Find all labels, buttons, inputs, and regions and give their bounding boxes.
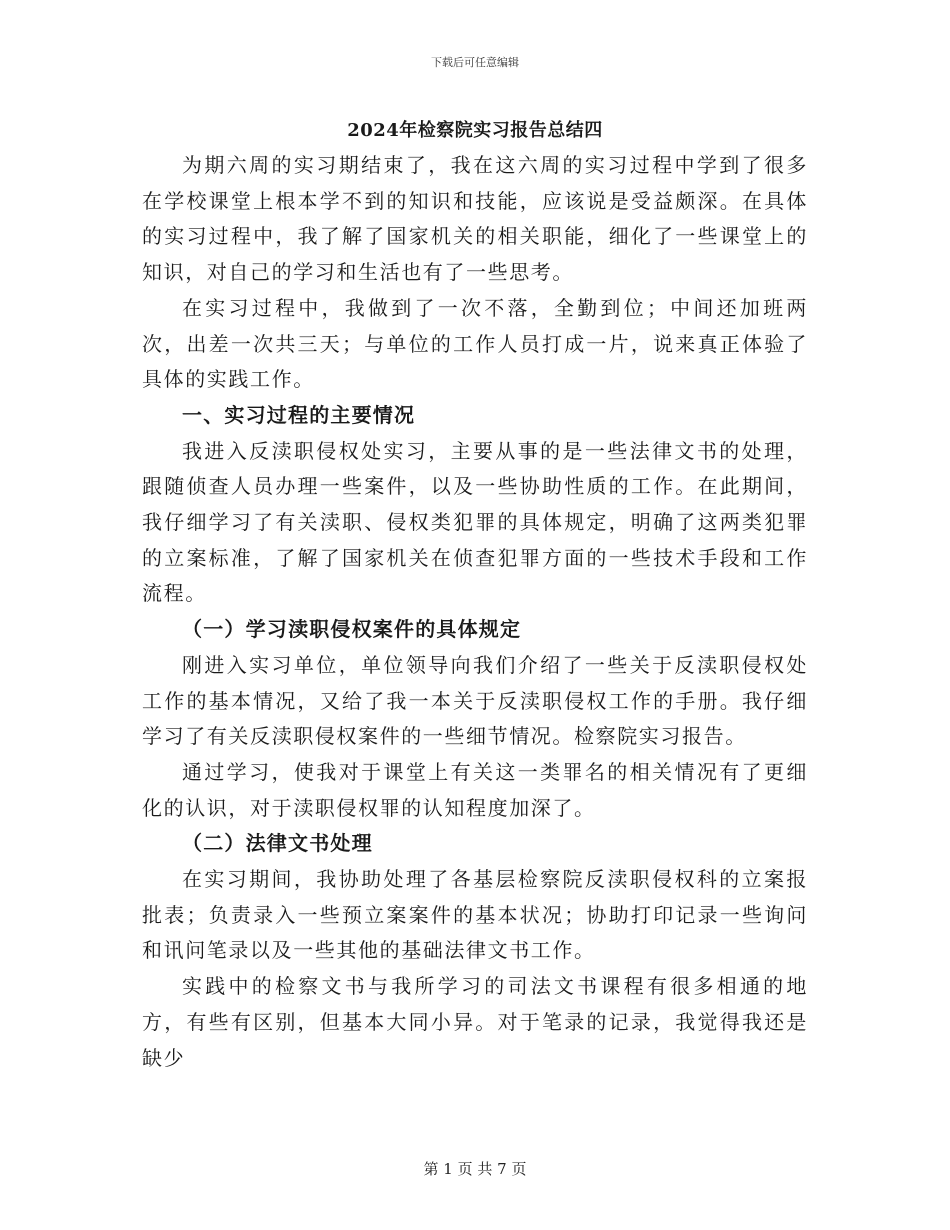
paragraph: 我进入反渎职侵权处实习，主要从事的是一些法律文书的处理，跟随侦查人员办理一些案件，以及一些协助性质的工作。在此期间，我仔细学习了有关渎职、侵权类犯罪的具体规定，明确了这两类犯罪的立案标准，了解了国家机关在侦查犯罪方面的一些技术手段和工作流程。 — [142, 438, 808, 606]
paragraph: 通过学习，使我对于课堂上有关这一类罪名的相关情况有了更细化的认识，对于渎职侵权罪的认知程度加深了。 — [142, 759, 808, 820]
paragraph: 在实习期间，我协助处理了各基层检察院反渎职侵权科的立案报批表；负责录入一些预立案案件的基本状况；协助打印记录一些询问和讯问笔录以及一些其他的基础法律文书工作。 — [142, 867, 808, 963]
document-title: 2024年检察院实习报告总结四 — [347, 120, 603, 141]
section-heading: 一、实习过程的主要情况 — [182, 402, 416, 427]
page-number-footer: 第 1 页 共 7 页 — [423, 1160, 527, 1178]
page-header-note: 下载后可任意编辑 — [431, 56, 519, 69]
paragraph: 为期六周的实习期结束了，我在这六周的实习过程中学到了很多在学校课堂上根本学不到的知识和技能，应该说是受益颇深。在具体的实习过程中，我了解了国家机关的相关职能，细化了一些课堂上的知识，对自己的学习和生活也有了一些思考。 — [142, 153, 808, 285]
document-body — [142, 148, 808, 1076]
paragraph: 在实习过程中，我做到了一次不落，全勤到位；中间还加班两次，出差一次共三天；与单位的工作人员打成一片，说来真正体验了具体的实践工作。 — [142, 295, 808, 392]
paragraph: 刚进入实习单位，单位领导向我们介绍了一些关于反渎职侵权处工作的基本情况，又给了我一本关于反渎职侵权工作的手册。我仔细学习了有关反渎职侵权案件的一些细节情况。检察院实习报告。 — [142, 652, 808, 749]
paragraph: 实践中的检察文书与我所学习的司法文书课程有很多相通的地方，有些有区别，但基本大同小异。对于笔录的记录，我觉得我还是缺少 — [142, 974, 808, 1070]
subsection-heading: （一）学习渎职侵权案件的具体规定 — [182, 617, 522, 642]
subsection-heading: （二）法律文书处理 — [182, 831, 373, 856]
